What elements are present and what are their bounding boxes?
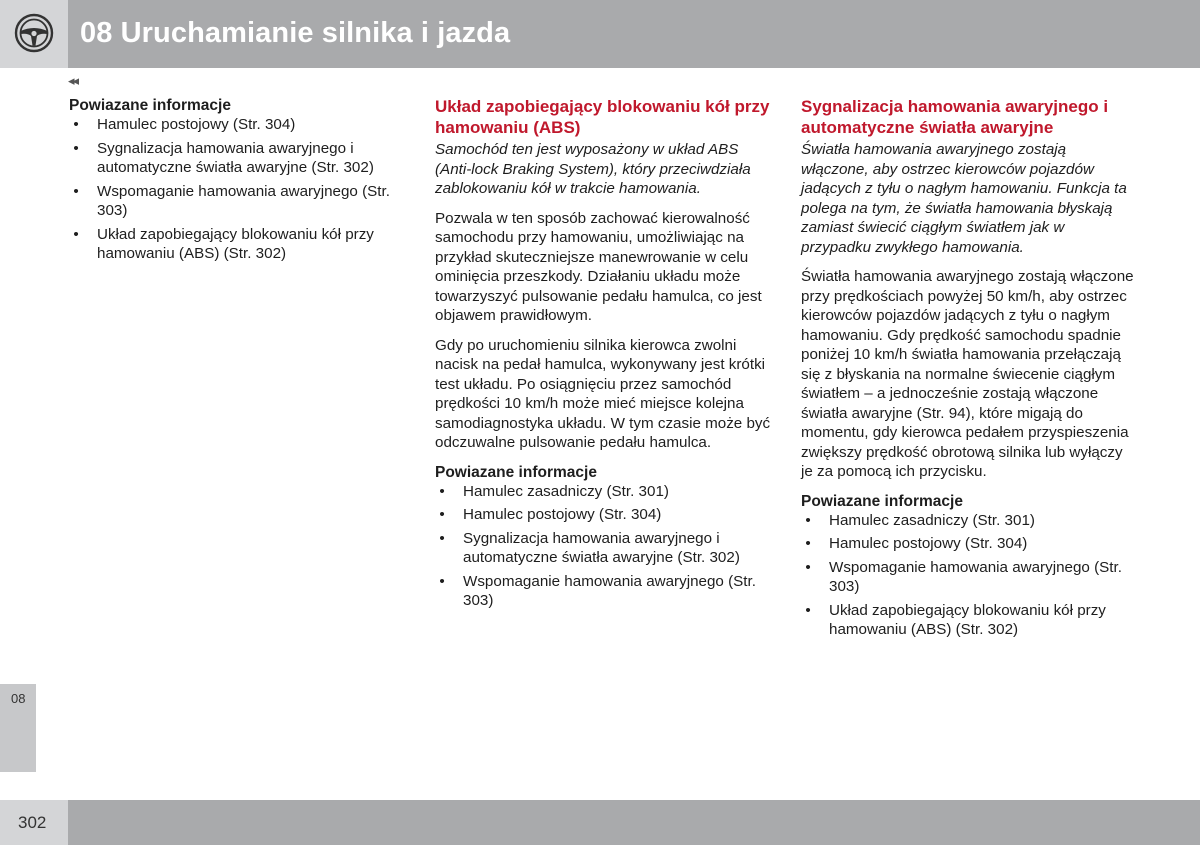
section-title-abs: Układ zapobiegający blokowaniu kół przy hamowaniu (ABS) [435,97,770,137]
related-info-list [435,482,771,611]
list-item[interactable]: • Wspomaganie hamowania awaryjnego (Str. 303) [435,572,771,611]
paragraph: Pozwala w ten sposób zachować kierowalność samochodu przy hamowaniu, umożliwiając na przykład skuteczniejsze manewrowanie w celu ominięcia przeszkody. Działaniu układu może towarzyszyć pulsowanie pedału hamulca, co jest objawem prawidłowym. [435,209,762,324]
bullet-icon: • [805,535,811,552]
continue-mark: ◂◂ [68,73,78,88]
section-intro: Samochód ten jest wyposażony w układ ABS (Anti-lock Braking System), który przeciwdziała zablokowaniu kół w trakcie hamowania. [435,141,751,197]
list-item[interactable]: • Hamulec postojowy (Str. 304) [69,115,405,135]
bullet-icon: • [73,139,79,157]
section-title-emergency-lights: Sygnalizacja hamowania awaryjnego i automatyczne światła awaryjne [801,97,1109,137]
chapter-tab-number: 08 [11,691,26,706]
list-item[interactable]: • Układ zapobiegający blokowaniu kół przy hamowaniu (ABS) (Str. 302) [69,225,405,264]
chapter-title: 08 Uruchamianie silnika i jazda [80,17,511,49]
list-item[interactable]: • Hamulec zasadniczy (Str. 301) [801,511,1137,531]
bullet-icon: • [439,506,445,523]
column-emergency-brake-lights [801,96,1137,644]
related-info-heading: Powiazane informacje [69,97,231,114]
steering-wheel-icon [13,12,55,54]
list-item[interactable]: • Wspomaganie hamowania awaryjnego (Str. 303) [801,558,1137,597]
paragraph: Światła hamowania awaryjnego zostają włączone przy prędkościach powyżej 50 km/h, aby ostrzec kierowców pojazdów jadących z tyłu o nagłym hamowaniu. Gdy prędkość samochodu spadnie poniżej 10 km/h światła hamowania przełączają się z błyskania na normalne świecenie ciągłym światłem – a jednocześnie zostają włączone światła awaryjne (Str. 94), które migają do momentu, gdy kierowca pedałem przyspieszenia zwiększy prędkość obrotową silnika lub wyłączy je za pomocą ich przycisku. [801,268,1134,480]
list-item[interactable]: • Hamulec postojowy (Str. 304) [801,534,1137,554]
bullet-icon: • [805,558,811,576]
related-info-heading: Powiazane informacje [801,492,963,510]
list-item[interactable]: • Sygnalizacja hamowania awaryjnego i automatyczne światła awaryjne (Str. 302) [435,529,771,568]
list-item[interactable]: • Hamulec zasadniczy (Str. 301) [435,482,771,502]
column-abs [435,96,771,615]
list-item[interactable]: • Wspomaganie hamowania awaryjnego (Str. 303) [69,182,405,221]
bullet-icon: • [805,511,811,529]
related-info-heading: Powiazane informacje [435,463,597,481]
page-number: 302 [18,813,47,832]
related-info-list [69,115,405,264]
paragraph: Gdy po uruchomieniu silnika kierowca zwolni nacisk na pedał hamulca, wykonywany jest krótki test układu. Po osiągnięciu przez samochód prędkości 10 km/h może mieć miejsce kolejna samodiagnostyka układu. W tym czasie może być odczuwalne pulsowanie pedału hamulca. [435,336,771,451]
bullet-icon: • [73,182,79,200]
header-icon-box [0,0,68,68]
bullet-icon: • [805,601,811,619]
footer-band [0,800,1200,845]
related-info-list [801,511,1137,640]
bullet-icon: • [439,572,445,590]
bullet-icon: • [73,225,79,243]
bullet-icon: • [439,529,445,547]
list-item[interactable]: • Sygnalizacja hamowania awaryjnego i automatyczne światła awaryjne (Str. 302) [69,139,405,178]
bullet-icon: • [439,482,445,500]
column-related-info [69,96,405,268]
section-intro: Światła hamowania awaryjnego zostają włączone, aby ostrzec kierowców pojazdów jadących z tyłu o nagłym hamowaniu. Funkcja ta polega na tym, że światła hamowania błyskają zamiast świecić ciągłym światłem jak w przypadku zwykłego hamowania. [801,141,1127,256]
list-item[interactable]: • Układ zapobiegający blokowaniu kół przy hamowaniu (ABS) (Str. 302) [801,601,1137,640]
bullet-icon: • [73,116,79,133]
chapter-side-tab [0,684,36,772]
list-item[interactable]: • Hamulec postojowy (Str. 304) [435,505,771,525]
